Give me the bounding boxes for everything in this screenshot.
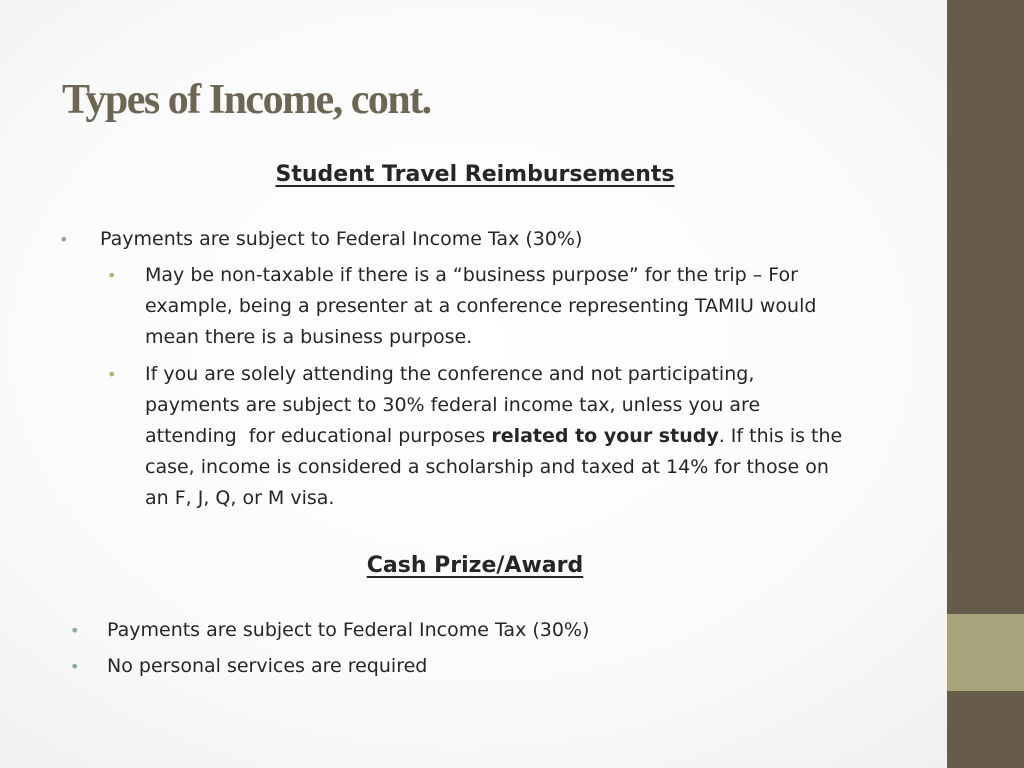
bullet-text-line: an F, J, Q, or M visa. xyxy=(145,487,335,509)
bullet-text-line: payments are subject to 30% federal income tax, unless you are xyxy=(145,394,761,416)
bullet-icon: • xyxy=(107,365,117,384)
bullet-text-segment: . If this is the xyxy=(718,425,843,447)
list-item xyxy=(107,260,905,353)
section-heading-cash-prize: Cash Prize/Award xyxy=(366,553,584,578)
bullet-text-line: case, income is considered a scholarship and taxed at 14% for those on xyxy=(145,456,829,478)
list-item xyxy=(59,224,880,255)
bullet-text: Payments are subject to Federal Income Tax (30%) xyxy=(100,228,583,250)
bullet-text: No personal services are required xyxy=(107,655,428,677)
bullet-text: Payments are subject to Federal Income Tax (30%) xyxy=(107,619,590,641)
bullet-text-line xyxy=(145,421,905,452)
bold-emphasis: related to your study xyxy=(491,425,719,447)
list-item xyxy=(70,615,887,646)
list-item xyxy=(107,359,905,514)
section-heading-travel: Student Travel Reimbursements xyxy=(275,162,675,187)
slide-title: Types of Income, cont. xyxy=(62,77,431,123)
bullet-icon: • xyxy=(59,230,69,249)
right-sidebar-accent-block xyxy=(947,614,1024,691)
bullet-icon: • xyxy=(107,266,117,285)
bullet-text-line: If you are solely attending the conference and not participating, xyxy=(145,363,755,385)
bullet-icon: • xyxy=(70,621,80,640)
bullet-text-segment: attending for educational purposes xyxy=(145,425,492,447)
bullet-text-line: mean there is a business purpose. xyxy=(145,326,473,348)
list-item xyxy=(70,651,887,682)
bullet-icon: • xyxy=(70,657,80,676)
bullet-text-line: May be non-taxable if there is a “business purpose” for the trip – For xyxy=(145,264,798,286)
bullet-text-line: example, being a presenter at a conference representing TAMIU would xyxy=(145,295,817,317)
